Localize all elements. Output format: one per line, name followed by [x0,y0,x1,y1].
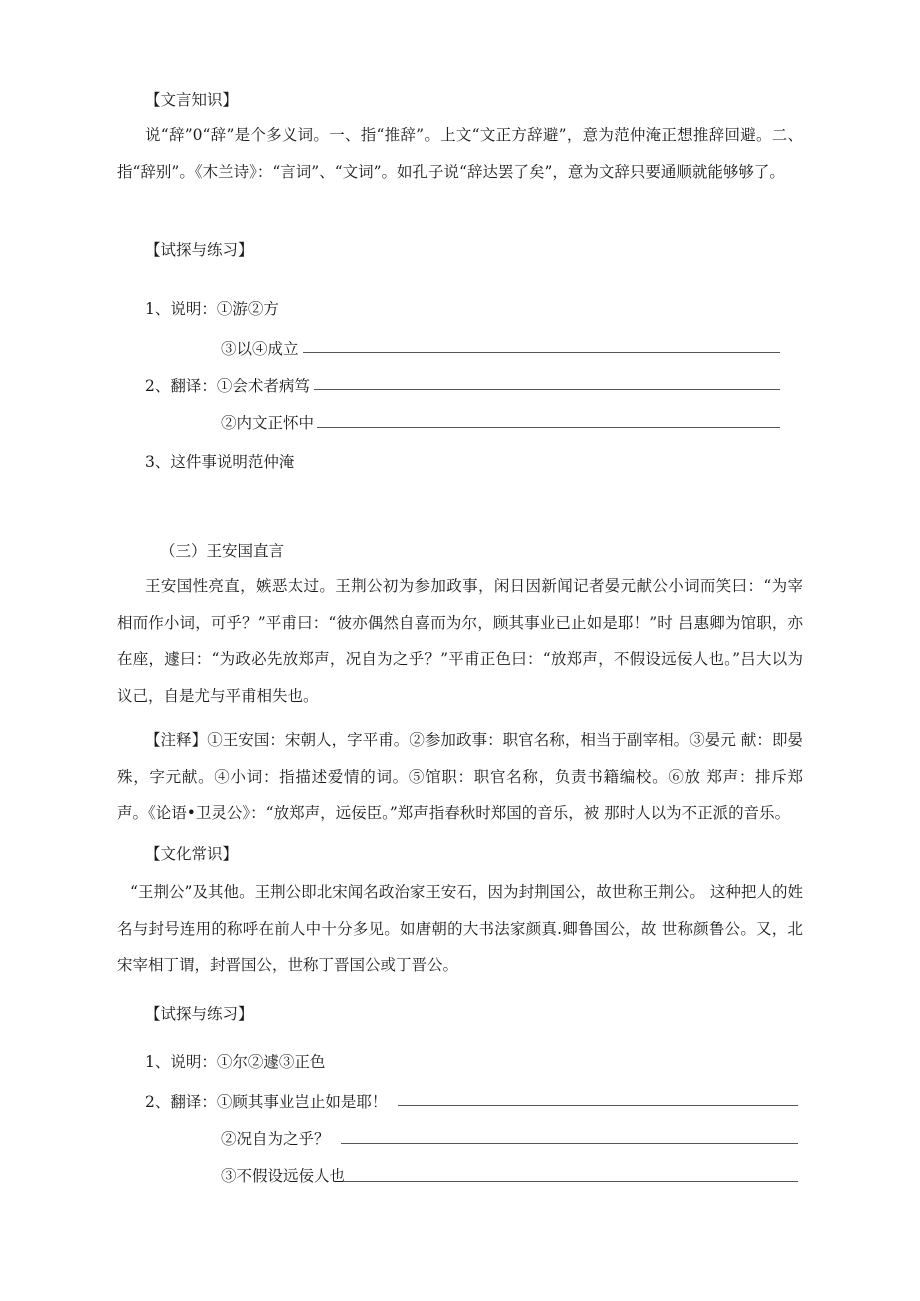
answer-line[interactable] [317,427,780,428]
s2-question-1: 1、说明：①尔②遽③正色 [145,1053,326,1071]
heading-practice-2: 【试探与练习】 [145,1005,254,1023]
heading-practice-1: 【试探与练习】 [145,241,254,259]
s1-question-1a: 1、说明：①游②方 [145,300,279,318]
passage-notes: 【注释】①王安国：宋朝人，字平甫。②参加政事：职官名称，相当于副宰相。③晏元 献：即晏殊，字元献。④小词：指描述爱情的词。⑤馆职：职官名称，负责书籍编校。⑥放 郑声：排斥郑声。《论语•卫灵公》：“放郑声，远佞臣。”郑声指春秋时郑国的音乐，被 那时人以为不正派的音乐。 [117,731,803,822]
s2-question-2a: 2、翻译：①顾其事业岂止如是耶！ [145,1093,388,1111]
passage-title: （三）王安国直言 [160,542,285,560]
answer-line[interactable] [341,1143,798,1144]
heading-culture-knowledge: 【文化常识】 [145,845,239,863]
answer-line[interactable] [343,1181,798,1182]
s2-question-2c: ③不假设远佞人也 [221,1167,346,1185]
s1-question-2a: 2、翻译：①会术者病笃 [145,377,310,395]
s1-question-1b: ③以④成立 [221,340,299,358]
answer-line[interactable] [314,389,780,390]
s1-question-2b: ②内文正怀中 [221,414,315,432]
answer-line[interactable] [398,1105,798,1106]
s1-question-3: 3、这件事说明范仲淹 [145,453,295,471]
answer-line[interactable] [303,352,780,353]
culture-knowledge-text: “王荆公”及其他。王荆公即北宋闻名政治家王安石，因为封荆国公，故世称王荆公。 这种把人的姓名与封号连用的称呼在前人中十分多见。如唐朝的大书法家颜真.卿鲁国公，故 世称颜鲁公。又，北宋宰相丁谓，封晋国公，世称丁晋国公或丁晋公。 [117,883,803,974]
wenyan-knowledge-text: 说“辞”0“辞”是个多义词。一、指“推辞”。上文“文正方辞避”，意为范仲淹正想推辞回避。二、指“辞别”。《木兰诗》：“言词”、“文词”。如孔子说“辞达罢了矣”，意为文辞只要通顺就能够够了。 [117,126,803,181]
heading-wenyan-knowledge: 【文言知识】 [145,91,239,109]
passage-body: 王安国性亮直，嫉恶太过。王荆公初为参加政事，闲日因新闻记者晏元献公小词而笑曰：“为宰相而作小词，可乎？”平甫曰：“彼亦偶然自喜而为尔，顾其事业已止如是耶！”时 吕惠卿为馆职，亦在座，遽曰：“为政必先放郑声，况自为之乎？”平甫正色曰：“放郑声，不假设远佞人也。”吕大以为议己，自是尤与平甫相失也。 [117,577,803,705]
s2-question-2b: ②况自为之乎？ [221,1130,330,1148]
